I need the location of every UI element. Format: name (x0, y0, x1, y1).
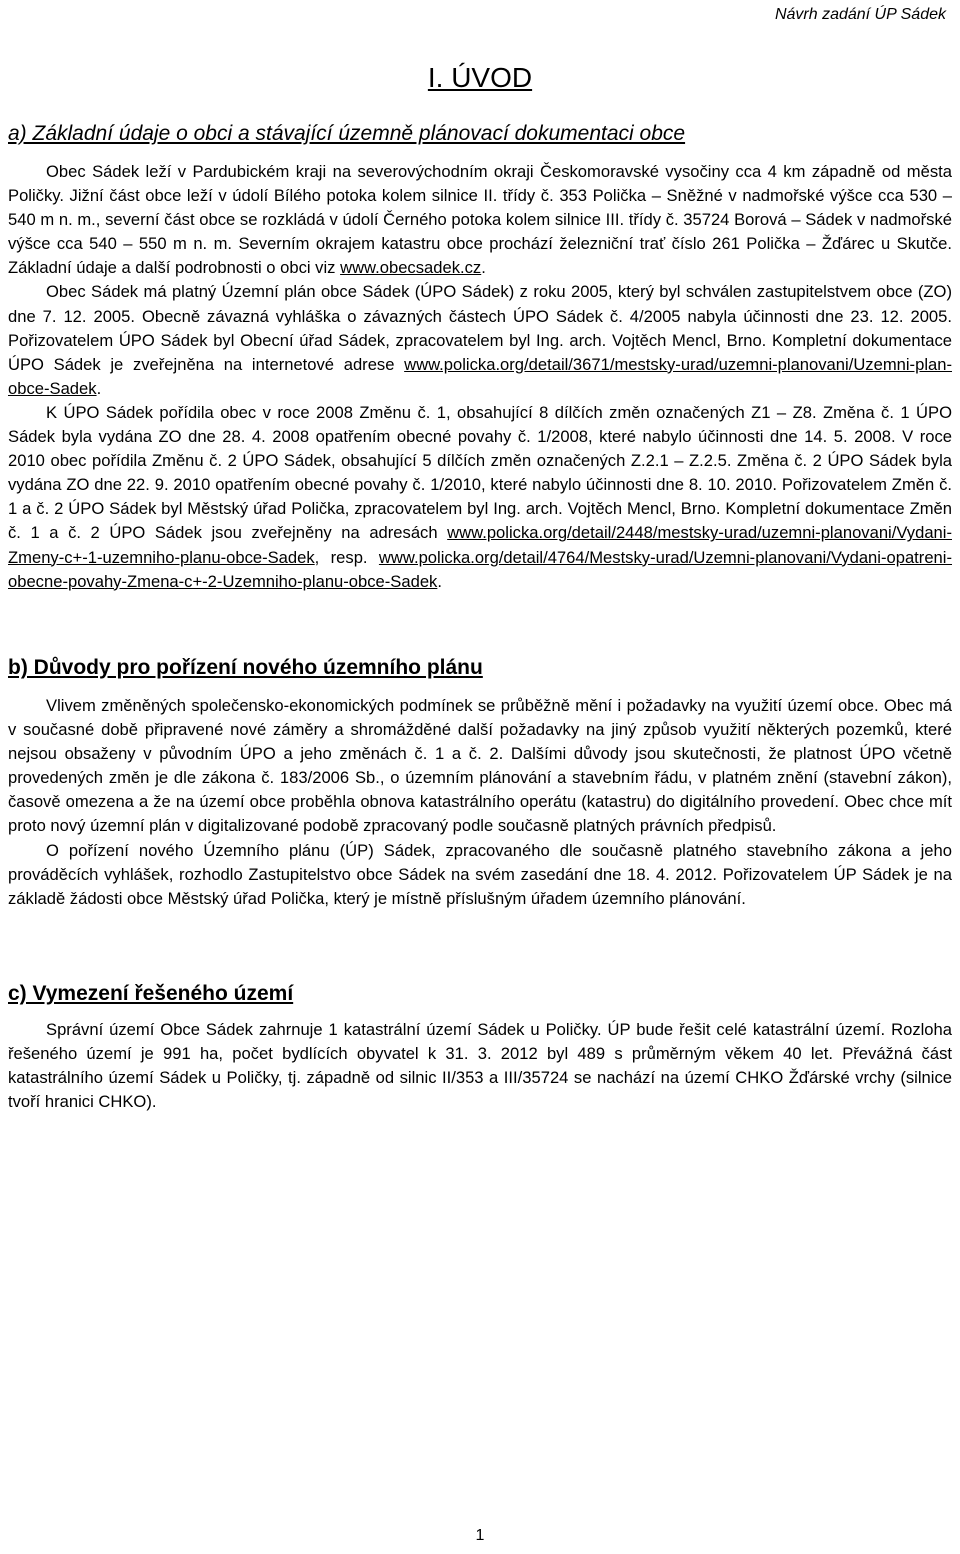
page-header: Návrh zadání ÚP Sádek (774, 6, 946, 23)
section-b-paragraph-2: O pořízení nového Územního plánu (ÚP) Sádek, zpracovaného dle současně platného stavebního zákona a jeho prováděcích vyhlášek, rozhodlo Zastupitelstvo obce Sádek na svém zasedání dne 18. 4. 2012. Pořizovatelem ÚP Sádek je na základě žádosti obce Městský úřad Polička, který je místně příslušným úřadem územního plánování. (8, 840, 952, 908)
section-a-paragraph-3: K ÚPO Sádek pořídila obec v roce 2008 Změnu č. 1, obsahující 8 dílčích změn označených Z1 – Z8. Změna č. 1 ÚPO Sádek byla vydána ZO dne 28. 4. 2008 opatřením obecné povahy č. 1/2008, které nabylo účinnosti dne 14. 5. 2008. V roce 2010 obec pořídila Změnu č. 2 ÚPO Sádek, obsahující 5 dílčích změn označených Z.2.1 – Z.2.5. Změna č. 2 ÚPO Sádek byla vydána ZO dne 22. 9. 2010 opatřením obecné povahy č. 1/2010, které nabylo účinnosti dne 8. 10. 2010. Pořizovatelem Změn č. 1 a č. 2 ÚPO Sádek byl Městský úřad Polička, zpracovatelem byl Ing. arch. Vojtěch Mencl, Brno. Kompletní dokumentace Změn č. 1 a č. 2 ÚPO Sádek jsou zveřejněny na adresách www.policka.org/detail/2448/mestsky-urad/uzemni-planovani/Vydani-Zmeny-c+-1-uzemniho-planu-obce-Sadek, resp. www.policka.org/detail/4764/Mestsky-urad/Uzemni-planovani/Vydani-opatreni-obecne-povahy-Zmena-c+-2-Uzemniho-planu-obce-Sadek. (8, 402, 952, 591)
section-a-body (8, 160, 952, 594)
zmena-1-link[interactable]: www.policka.org/detail/2448/mestsky-urad/uzemni-planovani/Vydani-Zmeny-c+-1-uzemniho-planu-obce-Sadek (8, 523, 952, 567)
chapter-title: I. ÚVOD (427, 62, 533, 93)
page-number: 1 (475, 1527, 485, 1544)
upo-documentation-link[interactable]: www.policka.org/detail/3671/mestsky-urad/uzemni-planovani/Uzemni-plan-obce-Sadek (8, 354, 952, 398)
section-a-heading: a) Základní údaje o obci a stávající územně plánovací dokumentaci obce (8, 122, 686, 145)
section-b-body (8, 694, 952, 911)
section-b-paragraph-1: Vlivem změněných společensko-ekonomických podmínek se průběžně mění i požadavky na využití území obce. Obec má v současné době připravené nové záměry a shromážděné další požadavky na jiný způsob využití některých pozemků, které nejsou obsaženy v původním ÚPO a jeho změnách č. 1 a č. 2. Dalšími důvody jsou skutečnosti, že platnost ÚPO včetně provedených změn je dle zákona č. 183/2006 Sb., o územním plánování a stavebním řádu, v platném znění (stavební zákon), časově omezena a že na území obce proběhla obnova katastrálního operátu (katastru) do digitálního provedení. Obec chce mít proto nový územní plán v digitalizované podobě zpracovaný podle současně platných právních předpisů. (8, 696, 952, 836)
section-c-heading: c) Vymezení řešeného území (8, 982, 294, 1005)
obec-website-link[interactable]: www.obecsadek.cz (340, 258, 482, 278)
section-c-body (8, 1018, 952, 1114)
section-a-paragraph-1: Obec Sádek leží v Pardubickém kraji na severovýchodním okraji Českomoravské vysočiny cca 4 km západně od města Poličky. Jižní část obce leží v údolí Bílého potoka kolem silnice II. třídy č. 353 Polička – Sněžné v nadmořské výšce cca 530 – 540 m n. m., severní část obce se rozkládá v údolí Černého potoka kolem silnice III. třídy č. 35724 Borová – Sádek v nadmořské výšce cca 540 – 550 m n. m. Severním okrajem katastru obce prochází železniční trať číslo 261 Polička – Žďárec u Skutče. Základní údaje a další podrobnosti o obci viz www.obecsadek.cz. (8, 162, 952, 278)
section-b-heading: b) Důvody pro pořízení nového územního plánu (8, 656, 483, 679)
zmena-2-link[interactable]: www.policka.org/detail/4764/Mestsky-urad/Uzemni-planovani/Vydani-opatreni-obecne-povahy-Zmena-c+-2-Uzemniho-planu-obce-Sadek (8, 547, 952, 591)
section-c-paragraph-1: Správní území Obce Sádek zahrnuje 1 katastrální území Sádek u Poličky. ÚP bude řešit celé katastrální území. Rozloha řešeného území je 991 ha, počet bydlících obyvatel k 31. 3. 2012 byl 489 s průměrným věkem 40 let. Převážná část katastrálního území Sádek u Poličky, tj. západně od silnic II/353 a III/35724 se nachází na území CHKO Žďárské vrchy (silnice tvoří hranici CHKO). (8, 1020, 952, 1112)
section-a-paragraph-2: Obec Sádek má platný Územní plán obce Sádek (ÚPO Sádek) z roku 2005, který byl schválen zastupitelstvem obce (ZO) dne 7. 12. 2005. Obecně závazná vyhláška o závazných částech ÚPO Sádek č. 4/2005 nabyla účinnosti dne 23. 12. 2005. Pořizovatelem ÚPO Sádek byl Obecní úřad Sádek, zpracovatelem byl Ing. arch. Vojtěch Mencl, Brno. Kompletní dokumentace ÚPO Sádek je zveřejněna na internetové adrese www.policka.org/detail/3671/mestsky-urad/uzemni-planovani/Uzemni-plan-obce-Sadek. (8, 282, 952, 398)
